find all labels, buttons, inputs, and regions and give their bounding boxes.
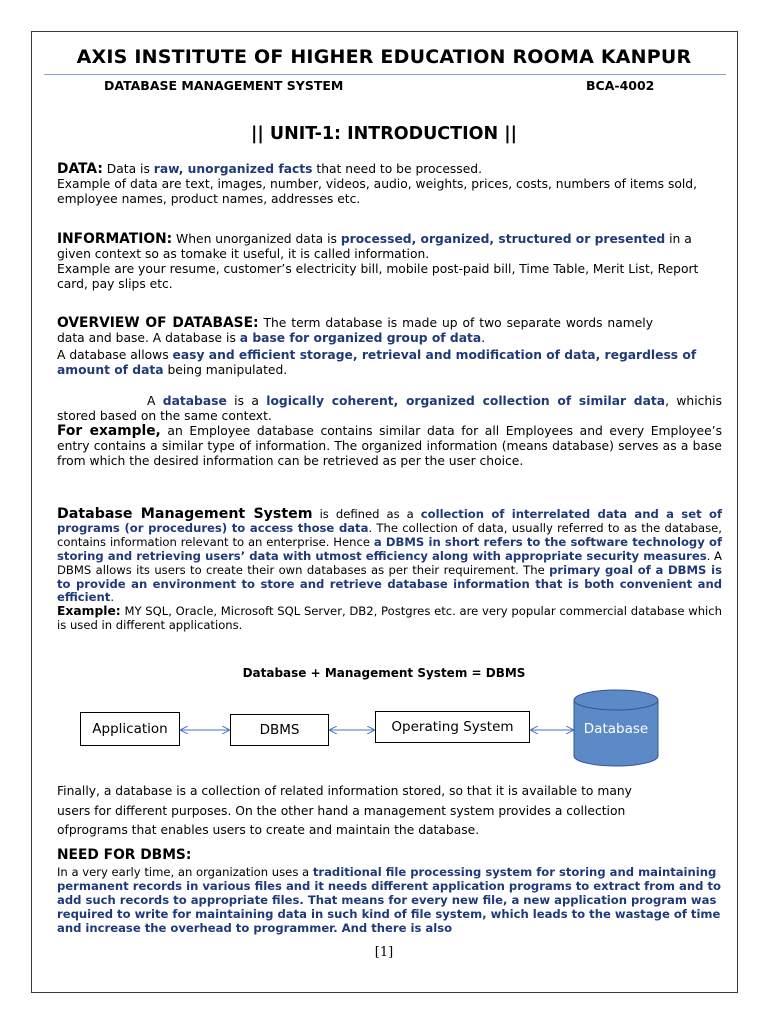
overview-text-1: The term database is made up of two separate words namely data and base. A database is — [57, 316, 653, 345]
data-highlight: raw, unorganized facts — [153, 162, 313, 176]
dbms-text-2: . The collection of data, usually referred to as the database, contains information relevant to an enterprise. Hence — [57, 520, 722, 549]
dbms-equation: Database + Management System = DBMS — [242, 666, 526, 680]
definition-example-text: an Employee database contains similar data for all Employees and every Employee’s entry contains a similar type of information. The organized information (means database) serves as a base from which the desired information can be retrieved as per the user choice. — [57, 424, 722, 468]
need-highlight: traditional file processing system for storing and maintaining permanent records in various files and it needs different application programs to extract from and to add such records to appropriate files. That means for every new file, a new application program was required to write for maintaining data in such kind of file system, which leads to the wastage of time and increase the overhead to programmer. And there is also — [57, 865, 721, 935]
dbms-example-text: MY SQL, Oracle, Microsoft SQL Server, DB2, Postgres etc. are very popular commercial database which is used in different applications. — [57, 604, 722, 633]
need-heading-wrap — [57, 848, 722, 863]
definition-text-1: A — [147, 394, 163, 408]
information-highlight: processed, organized, structured or presented — [340, 232, 666, 246]
information-heading: INFORMATION: — [57, 231, 173, 247]
page-number: [1] — [374, 945, 394, 960]
course-code: BCA-4002 — [586, 78, 655, 93]
overview-storage-highlight: easy and efficient storage, retrieval and modification of data, regardless of amount of data — [57, 348, 697, 377]
dbms-box: DBMS — [230, 714, 329, 746]
overview-storage-text-1: A database allows — [57, 348, 173, 362]
dbms-example-label: Example: — [57, 604, 121, 619]
definition-highlight-1: database — [162, 394, 227, 408]
information-text-2: in a given context so as tomake it useful, it is called information. — [57, 232, 692, 261]
definition-text-3: , whichis stored based on the same context. — [57, 394, 723, 423]
data-examples: Example of data are text, images, number, videos, audio, weights, prices, costs, numbers of items sold, employee names, product names, addresses etc. — [57, 177, 698, 206]
unit-title: || UNIT-1: INTRODUCTION || — [250, 124, 517, 144]
information-examples: Example are your resume, customer’s electricity bill, mobile post-paid bill, Time Table, Merit List, Report card, pay slips etc. — [57, 262, 699, 291]
final-paragraph: Finally, a database is a collection of related information stored, so that it is available to many users for different purposes. On the other hand a management system provides a collection ofprograms that enables users to create and maintain the database. — [57, 784, 632, 837]
data-heading: DATA: — [57, 161, 103, 177]
dbms-text-1: is defined as a — [312, 507, 421, 521]
definition-highlight-2: logically coherent, organized collection of similar data — [266, 394, 666, 408]
overview-highlight: a base for organized group of data — [239, 331, 482, 345]
dbms-text-3: . A DBMS allows its users to create their own databases as per their requirement. The — [57, 548, 722, 577]
dbms-highlight-2: a DBMS in short refers to the software technology of storing and retrieving users’ data with utmost efficiency along with appropriate security measures — [57, 534, 723, 563]
dbms-text-4: . — [110, 590, 114, 605]
need-paragraph — [57, 866, 722, 936]
definition-text-2: is a — [226, 394, 267, 408]
data-text-1: Data is — [102, 162, 154, 176]
need-text-1: In a very early time, an organization uses a — [57, 865, 313, 879]
information-text-1: When unorganized data is — [172, 232, 341, 246]
institute-title: AXIS INSTITUTE OF HIGHER EDUCATION ROOMA KANPUR — [76, 46, 692, 68]
overview-heading: OVERVIEW OF DATABASE: — [57, 315, 259, 331]
dbms-highlight-1: collection of interrelated data and a set of programs (or procedures) to access those data — [57, 507, 722, 535]
subject-name: DATABASE MANAGEMENT SYSTEM — [104, 78, 344, 93]
need-heading: NEED FOR DBMS: — [57, 847, 192, 863]
dbms-heading: Database Management System — [57, 506, 313, 522]
dbms-highlight-3: primary goal of a DBMS is to provide an environment to store and retrieve database information that is both convenient and efficient — [57, 562, 723, 605]
overview-storage-text-2: being manipulated. — [163, 363, 288, 377]
database-label: Database — [583, 721, 649, 737]
operating-system-box: Operating System — [375, 711, 530, 743]
data-text-2: that need to be processed. — [312, 162, 482, 176]
application-box: Application — [80, 712, 180, 746]
overview-text-2: . — [481, 331, 486, 345]
definition-example-label: For example, — [57, 423, 161, 439]
